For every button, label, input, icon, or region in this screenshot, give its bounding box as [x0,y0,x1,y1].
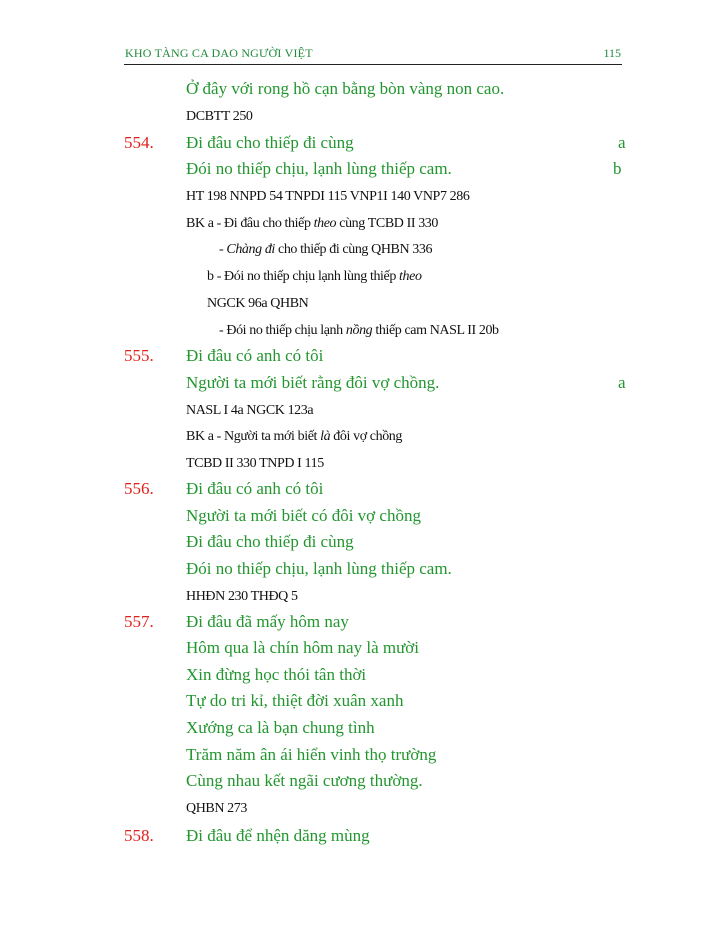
verse-line: Ở đây với rong hồ cạn bằng bòn vàng non cao. [186,79,505,98]
verse-line: Cùng nhau kết ngãi cương thường. [186,771,423,790]
verse-line: Đi đâu cho thiếp đi cùng [186,532,354,551]
reference-line: DCBTT 250 [186,109,253,124]
reference-line [219,242,432,258]
reference-line: HT 198 NNPD 54 TNPDI 115 VNP1I 140 VNP7 286 [186,189,470,204]
verse-line: Xướng ca là bạn chung tình [186,718,375,737]
verse-line: Trăm năm ân ái hiển vinh thọ trường [186,745,437,764]
reference-text: - [219,242,227,257]
variant-word: là [320,429,331,444]
page-header [124,44,622,65]
verse-line: Đi đâu để nhện dăng mùng [186,826,370,845]
verse-line: Đi đâu có anh có tôi [186,479,324,498]
entry-number: 555. [124,346,154,365]
variant-marker: a [618,373,626,392]
reference-line: NGCK 96a QHBN [207,296,309,311]
variant-word: theo [399,269,422,284]
reference-line: QHBN 273 [186,801,247,816]
variant-word: theo [313,216,337,231]
verse-line: Đói no thiếp chịu, lạnh lùng thiếp cam. [186,159,452,178]
variant-word: nồng [345,323,373,338]
verse-line: Người ta mới biết có đôi vợ chồng [186,506,421,525]
reference-text: đôi vợ chồng [330,429,403,444]
reference-text: BK a - Người ta mới biết [186,429,321,444]
entry-number: 557. [124,612,154,631]
entry-number: 558. [124,826,154,845]
reference-line [186,429,402,445]
book-title: KHO TÀNG CA DAO NGƯỜI VIỆT [125,46,313,60]
verse-line: Đói no thiếp chịu, lạnh lùng thiếp cam. [186,559,452,578]
reference-line [186,216,438,232]
reference-text: cùng TCBD II 330 [336,216,438,231]
reference-line: HHĐN 230 THĐQ 5 [186,589,298,604]
page-number: 115 [603,46,621,60]
entry-number: 556. [124,479,154,498]
verse-line: Xin đừng học thói tân thời [186,665,367,684]
verse-line: Người ta mới biết rằng đôi vợ chồng. [186,373,440,392]
reference-line: NASL I 4a NGCK 123a [186,403,314,418]
verse-line: Tự do tri kỉ, thiệt đời xuân xanh [186,691,404,710]
reference-text: b - Đói no thiếp chịu lạnh lùng thiếp [207,269,400,284]
variant-marker: b [613,159,622,178]
verse-line: Hôm qua là chín hôm nay là mười [186,638,420,657]
reference-text: thiếp cam NASL II 20b [372,323,499,338]
reference-text: cho thiếp đi cùng QHBN 336 [274,242,433,257]
reference-line [219,323,499,339]
verse-line: Đi đâu cho thiếp đi cùng [186,133,354,152]
verse-line: Đi đâu đã mấy hôm nay [186,612,349,631]
reference-line: TCBD II 330 TNPD I 115 [186,456,324,471]
variant-word: Chàng đi [226,242,275,257]
entry-number: 554. [124,133,154,152]
verse-line: Đi đâu có anh có tôi [186,346,324,365]
reference-text: BK a - Đi đâu cho thiếp [186,216,314,231]
reference-line [207,269,422,285]
variant-marker: a [618,133,626,152]
reference-text: - Đói no thiếp chịu lạnh [219,323,346,338]
